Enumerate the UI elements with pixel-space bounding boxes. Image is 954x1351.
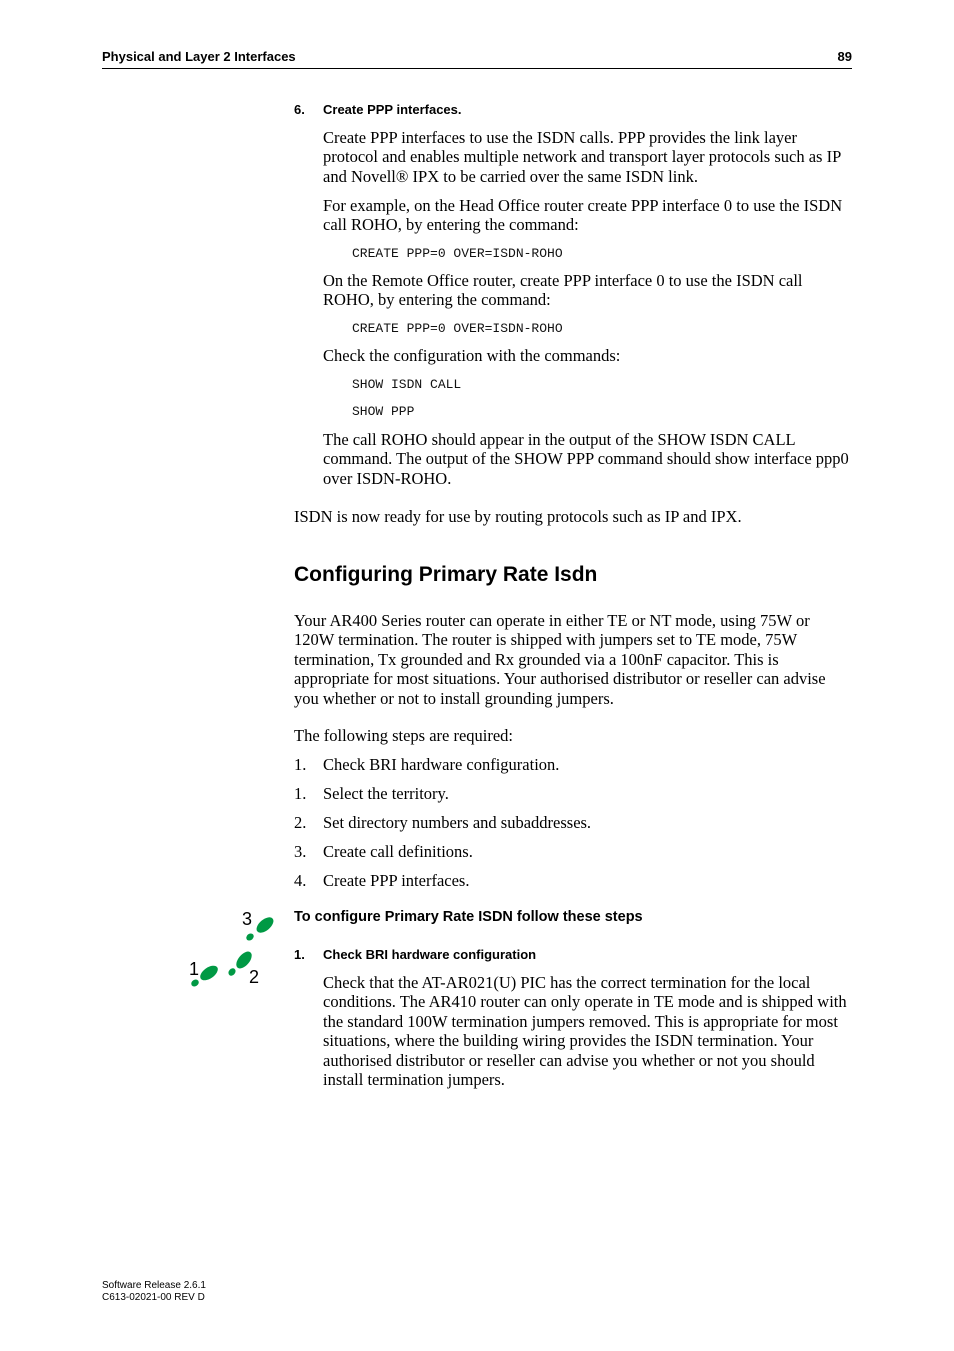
steps-intro: The following steps are required: <box>294 726 514 745</box>
list-item-text: Select the territory. <box>323 784 449 803</box>
list-item <box>294 842 473 861</box>
footsteps-icon <box>186 905 278 990</box>
code-show-ppp: SHOW PPP <box>352 404 415 419</box>
step-6-paragraph-3: On the Remote Office router, create PPP interface 0 to use the ISDN call ROHO, by entering the command: <box>323 271 803 310</box>
step-6-heading <box>294 102 462 117</box>
step-1-title: Check BRI hardware configuration <box>323 947 537 962</box>
step-6-paragraph-1: Create PPP interfaces to use the ISDN calls. PPP provides the link layer protocol and enables multiple network and transport layer protocols such as IP and Novell® IPX to be carried over the same ISDN link. <box>323 128 841 186</box>
step-6-number: 6. <box>294 102 305 117</box>
footer-doc-number: C613-02021-00 REV D <box>102 1292 205 1303</box>
list-item-number: 4. <box>294 871 307 890</box>
procedure-heading: To configure Primary Rate ISDN follow these steps <box>294 909 643 925</box>
step-6-paragraph-4: Check the configuration with the commands: <box>323 346 621 365</box>
list-item-number: 1. <box>294 784 307 803</box>
isdn-ready-text: ISDN is now ready for use by routing protocols such as IP and IPX. <box>294 507 742 526</box>
list-item-number: 3. <box>294 842 307 861</box>
list-item-number: 2. <box>294 813 307 832</box>
step-6-title: Create PPP interfaces. <box>323 102 462 117</box>
code-create-ppp-remote-office: CREATE PPP=0 OVER=ISDN-ROHO <box>352 321 563 336</box>
footprint-label-2: 2 <box>249 967 260 987</box>
footer-release: Software Release 2.6.1 <box>102 1280 206 1291</box>
list-item <box>294 813 591 832</box>
section-heading: Configuring Primary Rate Isdn <box>294 563 598 586</box>
list-item <box>294 871 469 890</box>
list-item-text: Create PPP interfaces. <box>323 871 470 890</box>
list-item-number: 1. <box>294 755 307 774</box>
list-item <box>294 784 449 803</box>
step-1-heading <box>294 947 536 962</box>
code-show-isdn-call: SHOW ISDN CALL <box>352 377 462 392</box>
list-item-text: Check BRI hardware configuration. <box>323 755 560 774</box>
step-6-paragraph-5: The call ROHO should appear in the output of the SHOW ISDN CALL command. The output of the SHOW PPP command should show interface ppp0 over ISDN-ROHO. <box>323 430 849 488</box>
page-number: 89 <box>837 49 852 64</box>
step-1-paragraph: Check that the AT-AR021(U) PIC has the correct termination for the local conditions. The AR410 router can only operate in TE mode and is shipped with the standard 100W termination jumpers removed. This is appropriate for most situations, where the building wiring provides the ISDN termination. Your authorised distributor or reseller can advise you whether or not you should install termination jumpers. <box>323 973 847 1090</box>
code-create-ppp-head-office: CREATE PPP=0 OVER=ISDN-ROHO <box>352 246 563 261</box>
step-6-paragraph-2: For example, on the Head Office router create PPP interface 0 to use the ISDN call ROHO, by entering the command: <box>323 196 843 235</box>
step-1-number: 1. <box>294 947 305 962</box>
footprint-label-1: 1 <box>189 959 200 979</box>
list-item-text: Create call definitions. <box>323 842 473 861</box>
page-footer <box>102 1280 206 1304</box>
list-item <box>294 755 559 774</box>
list-item-text: Set directory numbers and subaddresses. <box>323 813 592 832</box>
section-intro: Your AR400 Series router can operate in either TE or NT mode, using 75W or 120W termination. The router is shipped with jumpers set to TE mode, 75W termination, Tx grounded and Rx grounded via a 100nF capacitor. This is appropriate for most situations. Your authorised distributor or reseller can advise you whether or not to install grounding jumpers. <box>294 611 826 708</box>
footprint-label-3: 3 <box>242 909 253 929</box>
running-title: Physical and Layer 2 Interfaces <box>102 49 296 64</box>
page-header <box>102 48 852 69</box>
